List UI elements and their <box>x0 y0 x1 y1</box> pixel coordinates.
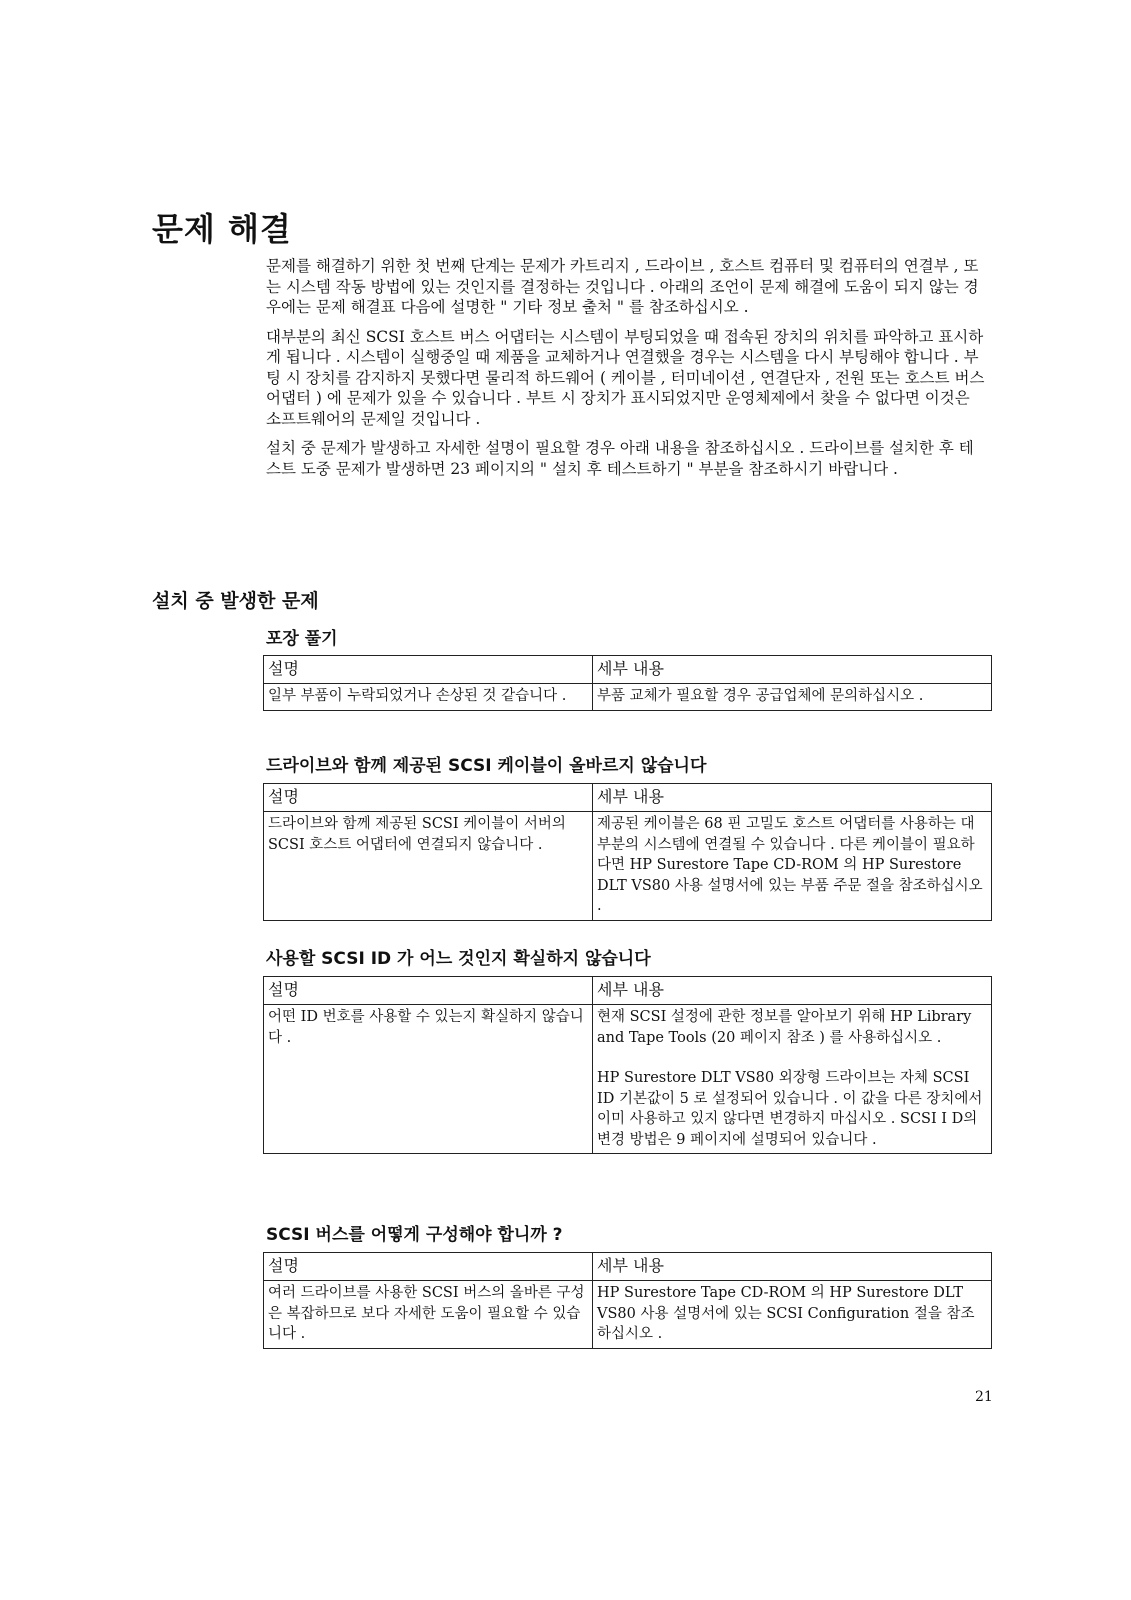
column-header-description: 설명 <box>264 784 593 812</box>
description-cell: 드라이브와 함께 제공된 SCSI 케이블이 서버의 SCSI 호스트 어댑터에 연결되지 않습니다 . <box>264 812 593 921</box>
intro-paragraph: 설치 중 문제가 발생하고 자세한 설명이 필요할 경우 아래 내용을 참조하십시오 . 드라이브를 설치한 후 테스트 도중 문제가 발생하면 23 페이지의 " 설치 후 테스트하기 " 부분을 참조하시기 바랍니다 . <box>266 439 974 478</box>
column-header-details: 세부 내용 <box>593 977 992 1005</box>
intro-paragraph: 문제를 해결하기 위한 첫 번째 단계는 문제가 카트리지 , 드라이브 , 호스트 컴퓨터 및 컴퓨터의 연결부 , 또는 시스템 작동 방법에 있는 것인지를 결정하는 것입니다 . 아래의 조언이 문제 해결에 도움이 되지 않는 경우에는 문제 해결표 다음에 설명한 " 기타 정보 출처 " 를 참조하십시오 . <box>266 257 979 316</box>
column-header-description: 설명 <box>264 1253 593 1281</box>
details-cell <box>593 812 992 921</box>
column-header-details: 세부 내용 <box>593 1253 992 1281</box>
details-paragraph: HP Surestore Tape CD-ROM 의 HP Surestore DLT VS80 사용 설명서에 있는 SCSI Configuration 절을 참조하십시오 . <box>597 1285 975 1342</box>
table-header-row <box>264 1253 992 1281</box>
page-title: 문제 해결 <box>152 210 292 248</box>
table-row <box>264 812 992 921</box>
description-cell: 일부 부품이 누락되었거나 손상된 것 같습니다 . <box>264 684 593 711</box>
details-cell <box>593 684 992 711</box>
details-paragraph: 현재 SCSI 설정에 관한 정보를 알아보기 위해 HP Library and Tape Tools (20 페이지 참조 ) 를 사용하십시오 . <box>597 1009 972 1046</box>
issue-table-scsi-cable <box>263 783 992 921</box>
column-header-details: 세부 내용 <box>593 784 992 812</box>
page-number: 21 <box>975 1389 993 1405</box>
table-row <box>264 684 992 711</box>
details-paragraph: HP Surestore DLT VS80 외장형 드라이브는 자체 SCSI ID 기본값이 5 로 설정되어 있습니다 . 이 값을 다른 장치에서 이미 사용하고 있지 않다면 변경하지 마십시오 . SCSI I D의 변경 방법은 9 페이지에 설명되어 있습니다 . <box>597 1070 983 1148</box>
table-row <box>264 1005 992 1154</box>
subsection-title-scsi-cable: 드라이브와 함께 제공된 SCSI 케이블이 올바르지 않습니다 <box>266 756 707 776</box>
column-header-description: 설명 <box>264 977 593 1005</box>
details-cell <box>593 1005 992 1154</box>
issue-table-unpacking <box>263 655 992 711</box>
table-row <box>264 1281 992 1349</box>
column-header-details: 세부 내용 <box>593 656 992 684</box>
details-paragraph: 제공된 케이블은 68 핀 고밀도 호스트 어댑터를 사용하는 대부분의 시스템에 연결될 수 있습니다 . 다른 케이블이 필요하다면 HP Surestore Tape CD-ROM 의 HP Surestore DLT VS80 사용 설명서에 있는 부품 주문 절을 참조하십시오 . <box>597 816 983 914</box>
subsection-title-unpacking: 포장 풀기 <box>266 629 338 649</box>
intro-text <box>266 256 986 488</box>
subsection-title-scsi-id: 사용할 SCSI ID 가 어느 것인지 확실하지 않습니다 <box>266 949 651 969</box>
description-cell: 어떤 ID 번호를 사용할 수 있는지 확실하지 않습니다 . <box>264 1005 593 1154</box>
subsection-title-scsi-bus: SCSI 버스를 어떻게 구성해야 합니까 ? <box>266 1225 563 1245</box>
column-header-description: 설명 <box>264 656 593 684</box>
section-title: 설치 중 발생한 문제 <box>152 590 319 612</box>
details-paragraph: 부품 교체가 필요할 경우 공급업체에 문의하십시오 . <box>597 688 924 704</box>
description-cell: 여러 드라이브를 사용한 SCSI 버스의 올바른 구성은 복잡하므로 보다 자세한 도움이 필요할 수 있습니다 . <box>264 1281 593 1349</box>
table-header-row <box>264 784 992 812</box>
details-cell <box>593 1281 992 1349</box>
intro-paragraph: 대부분의 최신 SCSI 호스트 버스 어댑터는 시스템이 부팅되었을 때 접속된 장치의 위치를 파악하고 표시하게 됩니다 . 시스템이 실행중일 때 제품을 교체하거나 연결했을 경우는 시스템을 다시 부팅해야 합니다 . 부팅 시 장치를 감지하지 못했다면 물리적 하드웨어 ( 케이블 , 터미네이션 , 연결단자 , 전원 또는 호스트 버스 어댑터 ) 에 문제가 있을 수 있습니다 . 부트 시 장치가 표시되었지만 운영체제에서 찾을 수 없다면 이것은 소프트웨어의 문제일 것입니다 . <box>266 327 985 428</box>
issue-table-scsi-bus <box>263 1252 992 1349</box>
table-header-row <box>264 656 992 684</box>
table-header-row <box>264 977 992 1005</box>
issue-table-scsi-id <box>263 976 992 1154</box>
